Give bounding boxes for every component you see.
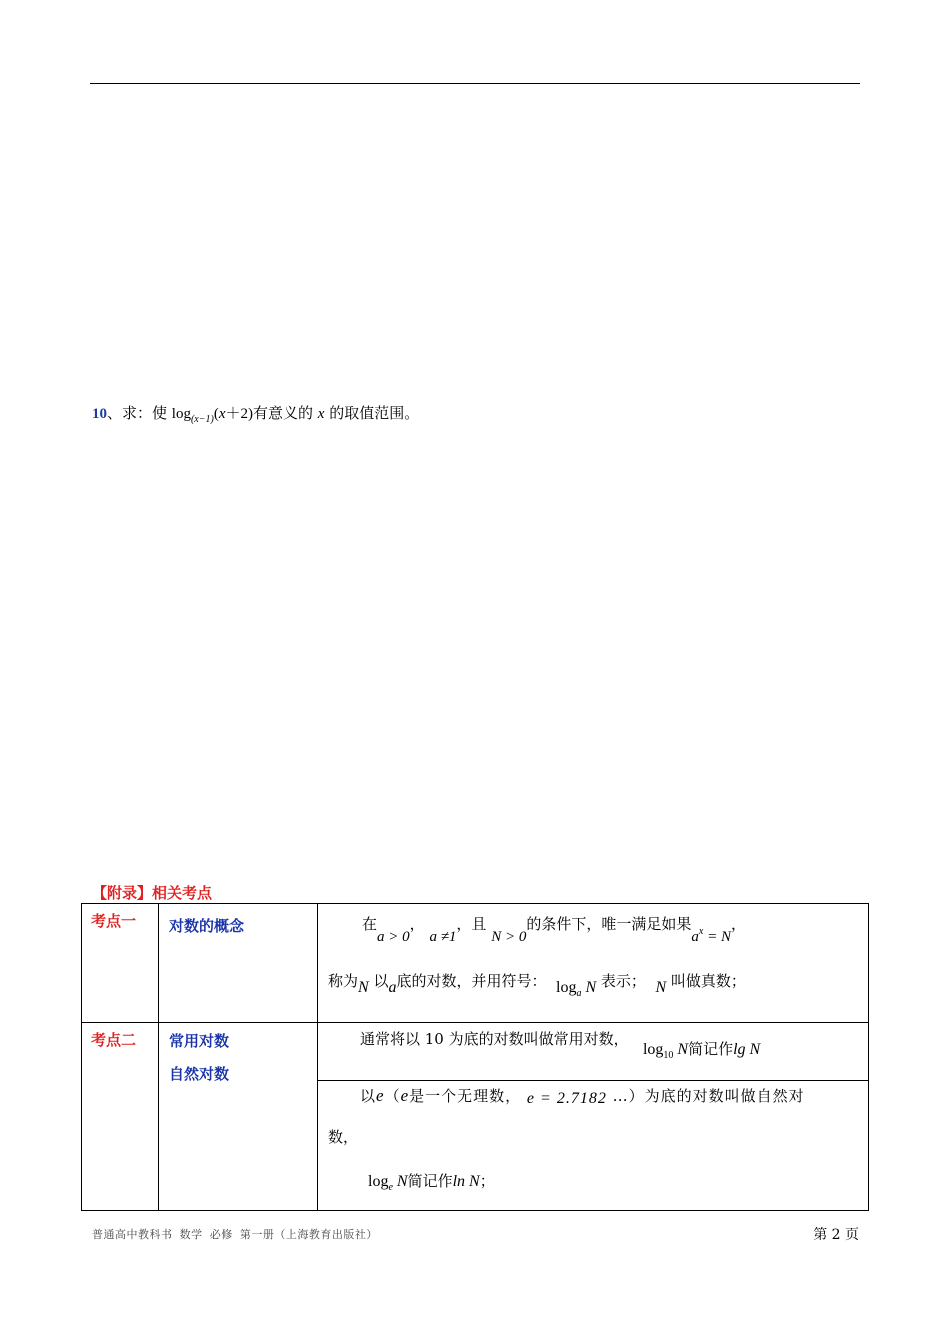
kp-label: 考点一 (91, 912, 137, 930)
text: 是一个无理数， (409, 1087, 522, 1105)
text: 以 (360, 1087, 377, 1105)
log-base: (x−1) (190, 414, 214, 425)
text: 在 (362, 915, 378, 933)
question-number: 10 (92, 406, 107, 422)
math-N: N (673, 1041, 689, 1058)
natural-log-line3 (318, 1148, 868, 1199)
question-sep: 、 (107, 404, 123, 422)
math-log-base: a (576, 988, 582, 999)
header-rule (90, 83, 860, 84)
text: 简记作 (688, 1040, 734, 1058)
text: 以 (368, 972, 389, 990)
log-arg-x: x (218, 406, 226, 422)
kp-label: 考点二 (91, 1031, 137, 1049)
math-N: N (581, 979, 597, 996)
text: （ (384, 1087, 401, 1105)
text: 通常将以 10 为底的对数叫做常用对数， (360, 1030, 629, 1048)
common-log-line (318, 1023, 868, 1061)
kp-topic: 自然对数 (169, 1065, 230, 1083)
page-number: 第 2 页 (813, 1227, 859, 1243)
key-points-table (81, 903, 869, 1211)
math-log: log (368, 1173, 389, 1190)
natural-log-line1 (318, 1081, 868, 1108)
table-row (82, 904, 869, 1023)
math-e-value: e = 2.7182 (526, 1090, 607, 1107)
text: 叫做真数； (666, 972, 746, 990)
math-a-pos: a > 0 (377, 929, 410, 945)
math-n-pos: N > 0 (491, 929, 527, 945)
text: ； (479, 1172, 495, 1190)
log-definition-line1 (318, 904, 868, 945)
text: ， (730, 915, 746, 933)
math-e: e (400, 1086, 410, 1105)
math-log-base: 10 (663, 1050, 674, 1061)
math-eq-n: = N (703, 929, 731, 945)
text: 表示； (596, 972, 646, 990)
math-a: a (691, 929, 699, 945)
question-var: x (317, 406, 325, 422)
math-e: e (376, 1086, 385, 1105)
kp-topic: 常用对数 (169, 1032, 230, 1050)
text: 称为 (328, 972, 359, 990)
natural-log-line2: 数， (328, 1128, 359, 1146)
math-a: a (388, 979, 397, 996)
question-suffix2: 的取值范围。 (324, 404, 420, 422)
math-log: log (642, 1041, 664, 1058)
text: ，且 (456, 915, 487, 933)
table-row (82, 1023, 869, 1081)
math-log-base: e (388, 1182, 393, 1193)
appendix-title: 【附录】相关考点 (92, 884, 213, 902)
math-log: log (556, 979, 577, 996)
math-N: N (392, 1173, 408, 1190)
text: ， (409, 915, 425, 933)
text: 的条件下，唯一满足如果 (526, 915, 692, 933)
math-n: N (655, 979, 667, 996)
log-arg-open: ( (213, 406, 219, 422)
math-ln: ln N (452, 1173, 480, 1190)
kp-topic: 对数的概念 (169, 917, 245, 935)
text: 底的对数，并用符号： (396, 972, 547, 990)
question-prefix: 求：使 (122, 404, 172, 422)
math-x: x (698, 926, 704, 937)
log-definition-line2 (318, 936, 868, 999)
text: …）为底的对数叫做自然对 (606, 1087, 805, 1105)
math-n: N (358, 979, 369, 996)
log-arg-rest: ＋2) (225, 406, 253, 422)
question-10 (92, 402, 419, 431)
footer-book-title: 普通高中教科书 数学 必修 第一册（上海教育出版社） (92, 1228, 378, 1241)
math-lg: lg N (733, 1041, 761, 1058)
log-symbol: log (171, 406, 191, 422)
question-suffix1: 有意义的 (253, 404, 318, 422)
text: 简记作 (407, 1172, 453, 1190)
math-a-neq1: a ≠1 (429, 929, 457, 945)
